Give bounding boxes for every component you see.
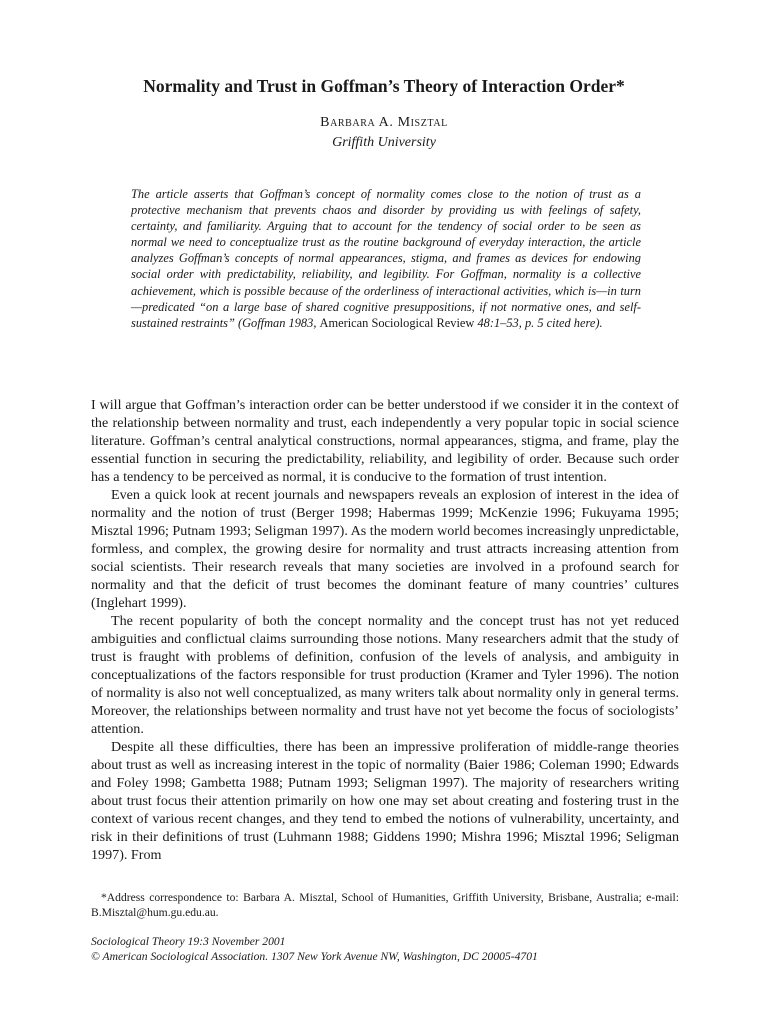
author-affiliation: Griffith University [332,135,436,150]
abstract [131,186,641,331]
footnote-text: *Address correspondence to: Barbara A. Misztal, School of Humanities, Griffith University, Brisbane, Australia; e-mail: B.Misztal@hum.gu.edu.au. [91,891,679,919]
body-paragraph: Despite all these difficulties, there has been an impressive proliferation of middle-range theories about trust as well as increasing interest in the topic of normality (Baier 1986; Coleman 1990; Edwards and Foley 1998; Gambetta 1988; Putnam 1993; Seligman 1997). The majority of researchers writing about trust focus their attention primarily on how one may set about creating and fostering trust in the context of various recent changes, and they tend to embed the notions of vulnerability, uncertainty, and risk in their definitions of trust (Luhmann 1988; Giddens 1990; Mishra 1996; Misztal 1996; Seligman 1997). From [91,739,679,863]
abstract-journal-name: American Sociological Review [319,315,475,330]
journal-info [91,934,538,964]
abstract-text: The article asserts that Goffman’s concept of normality comes close to the notion of trust as a protective mechanism that prevents chaos and disorder by providing us with feelings of safety, certainty, and familiarity. Arguing that to account for the tendency of social order to be seen as normal we need to conceptualize trust as the routine background of everyday interaction, the article analyzes Goffman’s concepts of normal appearances, stigma, and frames as devices for endowing social order with predictability, reliability, and legibility. For Goffman, normality is a collective achievement, which is possible because of the orderliness of interactional activities, which is—in turn—predicated “on a large base of shared cognitive presuppositions, if not normative ones, and self-sustained restraints” (Goffman 1983, [131,187,641,330]
article-body [91,396,679,864]
article-title: Normality and Trust in Goffman’s Theory of Interaction Order* [143,76,625,96]
body-paragraph: I will argue that Goffman’s interaction order can be better understood if we consider it in the context of the relationship between normality and trust, each independently a very popular topic in social science literature. Goffman’s central analytical constructions, normal appearances, stigma, and frame, play the essential function in securing the predictability, reliability, and legibility of order. Because such order has a tendency to be perceived as normal, it is conducive to the formation of trust intention. [91,397,679,485]
copyright-line: © American Sociological Association. 1307 New York Avenue NW, Washington, DC 20005-4701 [91,950,538,963]
body-paragraph: The recent popularity of both the concept normality and the concept trust has not yet reduced ambiguities and conflictual claims surrounding those notions. Many researchers admit that the study of trust is fraught with problems of definition, confusion of the levels of analysis, and ambiguity in conceptualizations of the factors responsible for trust production (Kramer and Tyler 1996). The notion of normality is also not well conceptualized, as many writers talk about normality only in general terms. Moreover, the relationships between normality and trust have not yet become the focus of sociologists’ attention. [91,613,679,737]
author-name: Barbara A. Misztal [320,115,448,130]
abstract-citation-tail: 48:1–53, p. 5 cited here). [474,315,603,330]
footnote [91,890,679,920]
journal-issue-line: Sociological Theory 19:3 November 2001 [91,935,286,948]
body-paragraph: Even a quick look at recent journals and newspapers reveals an explosion of interest in the idea of normality and the notion of trust (Berger 1998; Habermas 1999; McKenzie 1996; Fukuyama 1995; Misztal 1996; Putnam 1993; Seligman 1997). As the modern world becomes increasingly unpredictable, formless, and complex, the growing desire for normality and trust attracts increasing attention from social scientists. Their research reveals that many societies are involved in a profound search for normality and that the deficit of trust becomes the dominant feature of many countries’ cultures (Inglehart 1999). [91,487,679,611]
